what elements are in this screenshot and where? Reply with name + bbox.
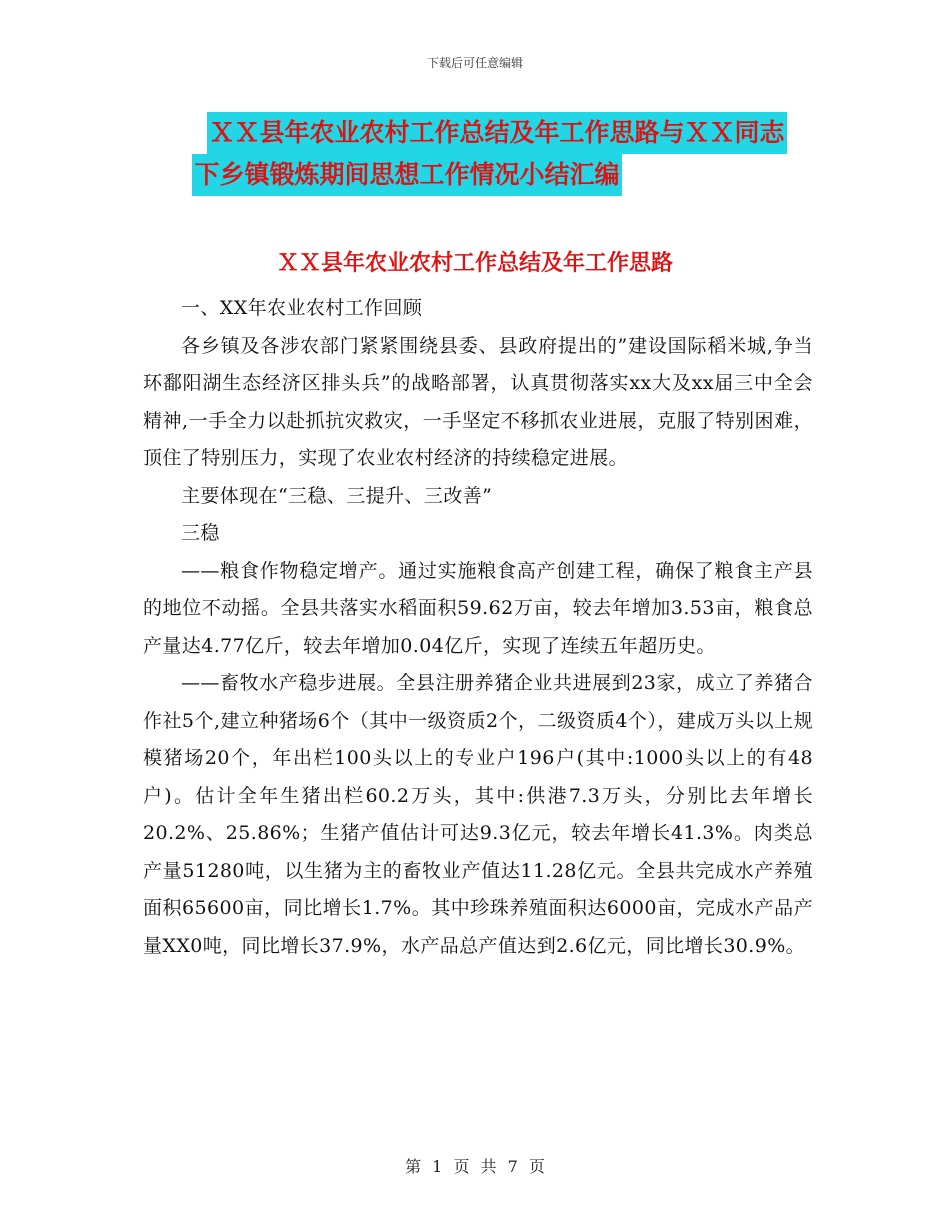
document-body — [143, 290, 813, 965]
paragraph-subheading: 三稳 — [181, 522, 220, 544]
header-note: 下载后可任意编辑 — [426, 56, 523, 70]
document-title — [0, 112, 950, 196]
page-footer: 第 1 页 共 7 页 — [405, 1157, 545, 1176]
paragraph-grain: ——粮食作物稳定增产。通过实施粮食高产创建工程，确保了粮食主产县的地位不动摇。全县共落实水稻面积59.62万亩，较去年增加3.53亩，粮食总产量达4.77亿斤，较去年增加0.04亿斤，实现了连续五年超历史。 — [143, 559, 813, 657]
section-title: ＸＸ县年农业农村工作总结及年工作思路 — [276, 251, 673, 276]
document-title-line-1: ＸＸ县年农业农村工作总结及年工作思路与ＸＸ同志 — [207, 112, 786, 154]
paragraph-heading-review: 一、XX年农业农村工作回顾 — [181, 297, 423, 319]
document-title-line-2: 下乡镇锻炼期间思想工作情况小结汇编 — [192, 154, 621, 196]
paragraph-livestock: ——畜牧水产稳步进展。全县注册养猪企业共进展到23家，成立了养猪合作社5个,建立种猪场6个（其中一级资质2个，二级资质4个），建成万头以上规模猪场20个，年出栏100头以上的专业户196户(其中:1000头以上的有48户)。估计全年生猪出栏60.2万头，其中:供港7.3万头，分别比去年增长20.2%、25.86%；生猪产值估计可达9.3亿元，较去年增长41.3%。肉类总产量51280吨，以生猪为主的畜牧业产值达11.28亿元。全县共完成水产养殖面积65600亩，同比增长1.7%。其中珍珠养殖面积达6000亩，完成水产品产量XX0吨，同比增长37.9%，水产品总产值达到2.6亿元，同比增长30.9%。 — [143, 672, 813, 957]
paragraph-summary: 主要体现在“三稳、三提升、三改善” — [181, 484, 493, 507]
paragraph-overview: 各乡镇及各涉农部门紧紧围绕县委、县政府提出的”建设国际稻米城,争当环鄱阳湖生态经济区排头兵”的战略部署，认真贯彻落实xx大及xx届三中全会精神,一手全力以赴抓抗灾救灾，一手坚定不移抓农业进展，克服了特别困难，顶住了特别压力，实现了农业农村经济的持续稳定进展。 — [143, 334, 813, 469]
